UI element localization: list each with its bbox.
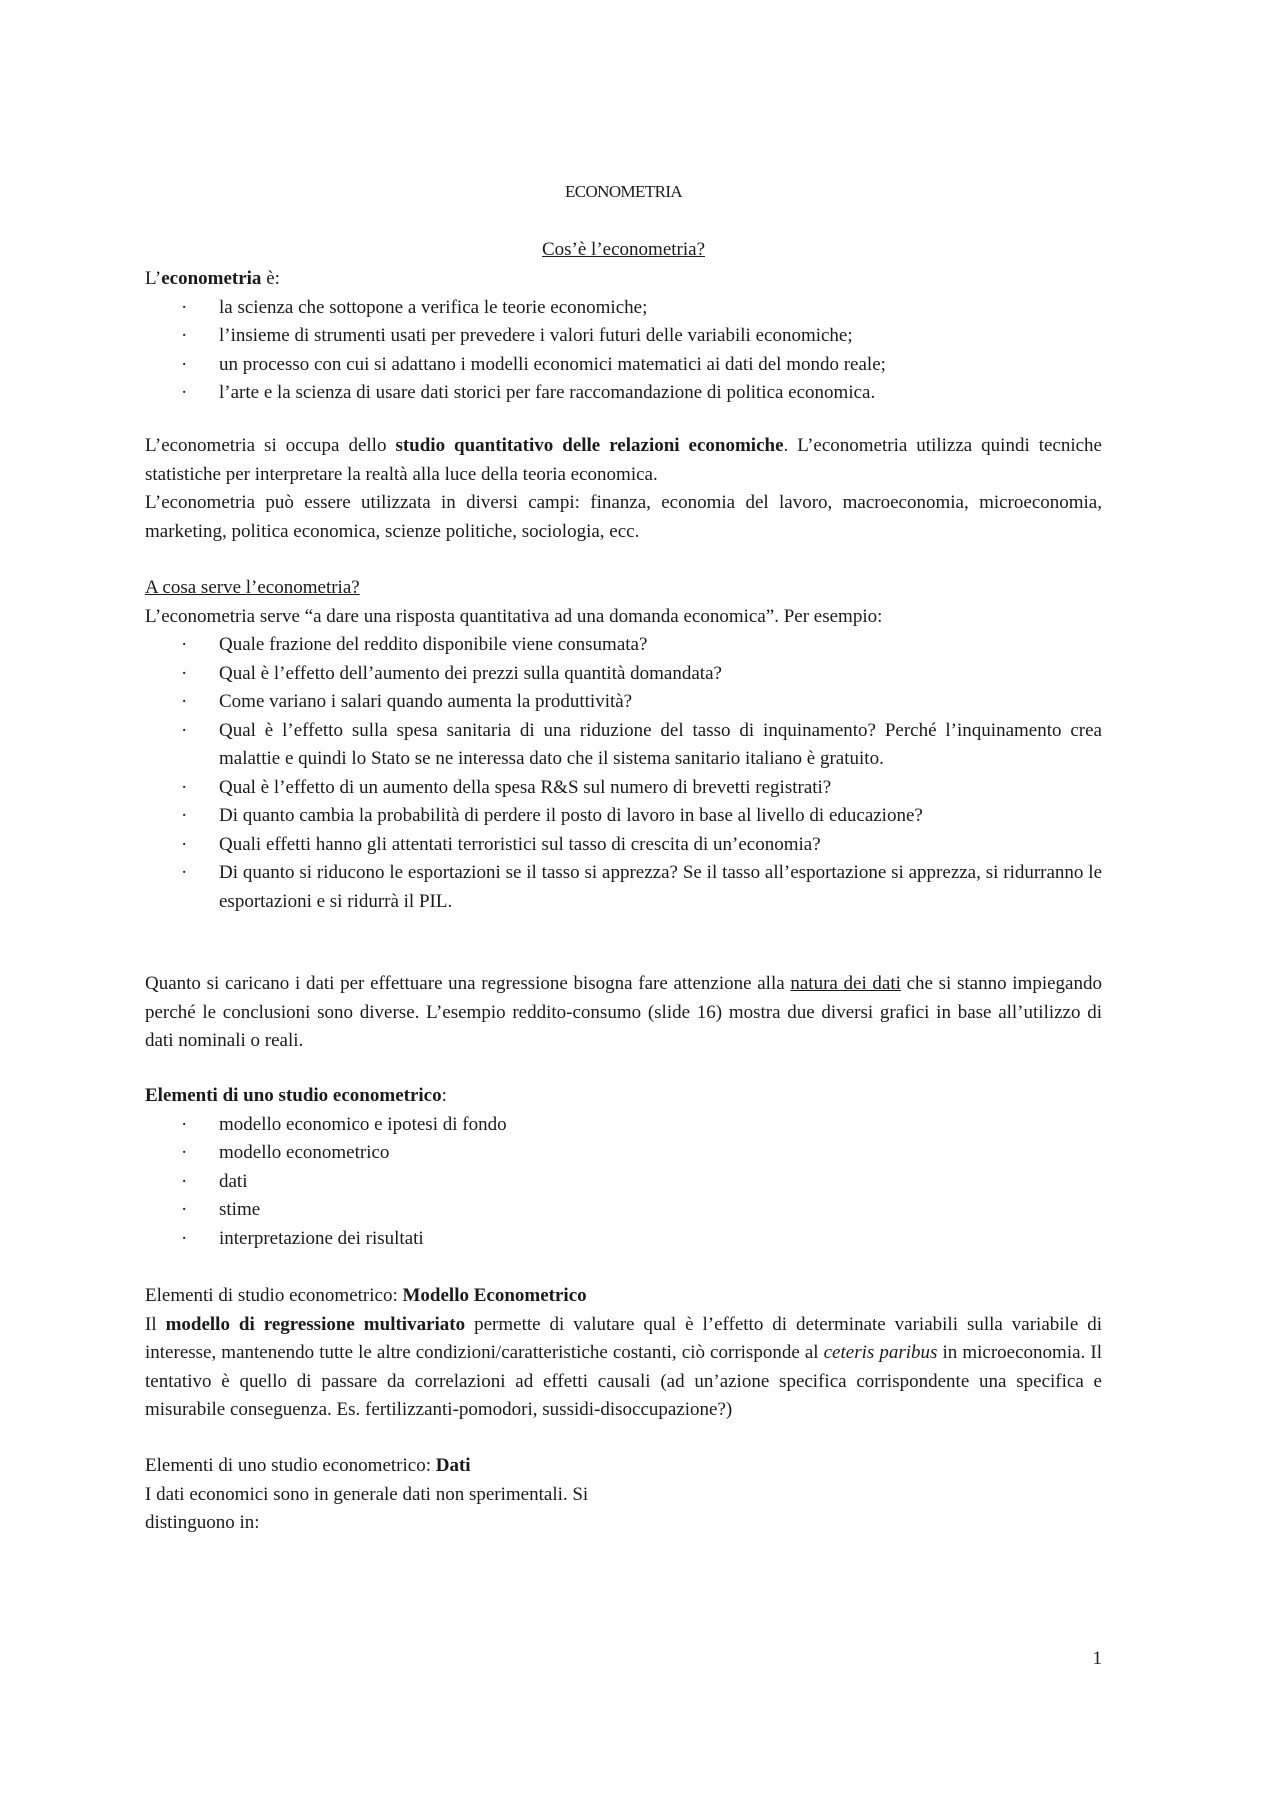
section-heading-model: Elementi di studio econometrico: Modello Econometrico [145, 1285, 587, 1306]
italic-phrase: ceteris paribus [823, 1342, 938, 1363]
underlined-phrase: natura dei dati [790, 973, 901, 994]
list-item: · dati [145, 1168, 1102, 1197]
list-item: · modello econometrico [145, 1139, 1102, 1168]
list-item: · Di quanto si riducono le esportazioni se il tasso si apprezza? Se il tasso all’esportazione si apprezza, si ridurranno le esportazioni e si ridurrà il PIL. [145, 859, 1102, 916]
bullet-icon: · [181, 296, 188, 318]
paragraph-data-nature: Quanto si caricano i dati per effettuare una regressione bisogna fare attenzione alla natura dei dati che si stanno impiegando perché le conclusioni sono diverse. L’esempio reddito-consumo (slide 16) mostra due diversi grafici in base all’utilizzo di dati nominali o reali. [145, 973, 1102, 1051]
bullet-icon: · [181, 833, 188, 855]
paragraph-fields: L’econometria può essere utilizzata in diversi campi: finanza, economia del lavoro, macroeconomia, microeconomia, marketing, politica economica, scienze politiche, sociologia, ecc. [145, 492, 1102, 542]
bullet-icon: · [181, 862, 188, 883]
paragraph-model: Il modello di regressione multivariato permette di valutare qual è l’effetto di determinate variabili sulla variabile di interesse, mantenendo tutte le altre condizioni/caratteristiche costanti, ciò corrisponde al ceteris paribus in microeconomia. Il tentativo è quello di passare da correlazioni ad effetti causali (ad un’azione specifica corrispondente una specifica e misurabile conseguenza. Es. fertilizzanti-pomodori, sussidi-disoccupazione?) [145, 1313, 1102, 1420]
section-heading-purpose: A cosa serve l’econometria? [145, 577, 360, 598]
section-elements [145, 1082, 1102, 1253]
bullet-icon: · [181, 719, 188, 741]
list-item: · Quale frazione del reddito disponibile viene consumata? [145, 631, 1102, 660]
bullet-icon: · [181, 776, 188, 798]
list-item: · Quali effetti hanno gli attentati terroristici sul tasso di crescita di un’economia? [145, 831, 1102, 860]
list-item: · l’arte e la scienza di usare dati storici per fare raccomandazione di politica economica. [145, 379, 1102, 408]
list-item: · Qual è l’effetto dell’aumento dei prezzi sulla quantità domandata? [145, 660, 1102, 689]
bullet-icon: · [181, 382, 188, 403]
list-item: · l’insieme di strumenti usati per prevedere i valori futuri delle variabili economiche; [145, 322, 1102, 351]
bold-phrase: modello di regressione multivariato [165, 1313, 466, 1335]
list-item: · interpretazione dei risultati [145, 1225, 1102, 1254]
section-heading-elements: Elementi di uno studio econometrico: [145, 1085, 447, 1106]
bullet-icon: · [181, 634, 188, 655]
intro-lead-bold: econometria [161, 268, 262, 289]
bold-phrase: studio quantitativo delle relazioni economiche [395, 435, 784, 456]
bullet-icon: · [181, 1113, 188, 1135]
definition-list [145, 294, 1102, 408]
bullet-icon: · [181, 1227, 188, 1249]
section-heading-data: Elementi di uno studio econometrico: Dati [145, 1455, 471, 1476]
bullet-icon: · [181, 805, 188, 826]
bullet-icon: · [181, 325, 188, 346]
bullet-icon: · [181, 353, 188, 375]
data-line: I dati economici sono in generale dati non sperimentali. Si [145, 1483, 589, 1505]
section-purpose-intro: L’econometria serve “a dare una risposta quantitativa ad una domanda economica”. Per esempio: [145, 605, 883, 627]
list-item: · stime [145, 1196, 1102, 1225]
section-heading-what-is: Cos’è l’econometria? [541, 239, 705, 260]
paragraph-quantitative-study: L’econometria si occupa dello studio quantitativo delle relazioni economiche. L’econometria utilizza quindi tecniche statistiche per interpretare la realtà alla luce della teoria economica. [145, 435, 1102, 485]
page-number: 1 [1092, 1648, 1102, 1669]
intro-lead: L’econometria è: [145, 268, 280, 289]
bullet-icon: · [181, 1170, 188, 1192]
bullet-icon: · [181, 662, 188, 684]
section-model [145, 1282, 1102, 1425]
section-purpose [145, 574, 1102, 916]
list-item: · un processo con cui si adattano i modelli economici matematici ai dati del mondo reale; [145, 351, 1102, 380]
data-line: distinguono in: [145, 1512, 260, 1533]
list-item: · Come variano i salari quando aumenta la produttività? [145, 688, 1102, 717]
question-list [145, 631, 1102, 916]
list-item: · Qual è l’effetto sulla spesa sanitaria di una riduzione del tasso di inquinamento? Perché l’inquinamento crea malattie e quindi lo Stato se ne interessa dato che il sistema sanitario italiano è gratuito. [145, 717, 1102, 774]
page-title: ECONOMETRIA [564, 182, 683, 201]
list-item: · Qual è l’effetto di un aumento della spesa R&S sul numero di brevetti registrati? [145, 774, 1102, 803]
intro-section [145, 265, 1102, 408]
list-item: · modello economico e ipotesi di fondo [145, 1111, 1102, 1140]
section-data [145, 1452, 1102, 1538]
bullet-icon: · [181, 1142, 188, 1163]
list-item: · Di quanto cambia la probabilità di perdere il posto di lavoro in base al livello di educazione? [145, 802, 1102, 831]
elements-list [145, 1111, 1102, 1254]
bullet-icon: · [181, 691, 188, 712]
list-item: · la scienza che sottopone a verifica le teorie economiche; [145, 294, 1102, 323]
bullet-icon: · [181, 1199, 188, 1220]
